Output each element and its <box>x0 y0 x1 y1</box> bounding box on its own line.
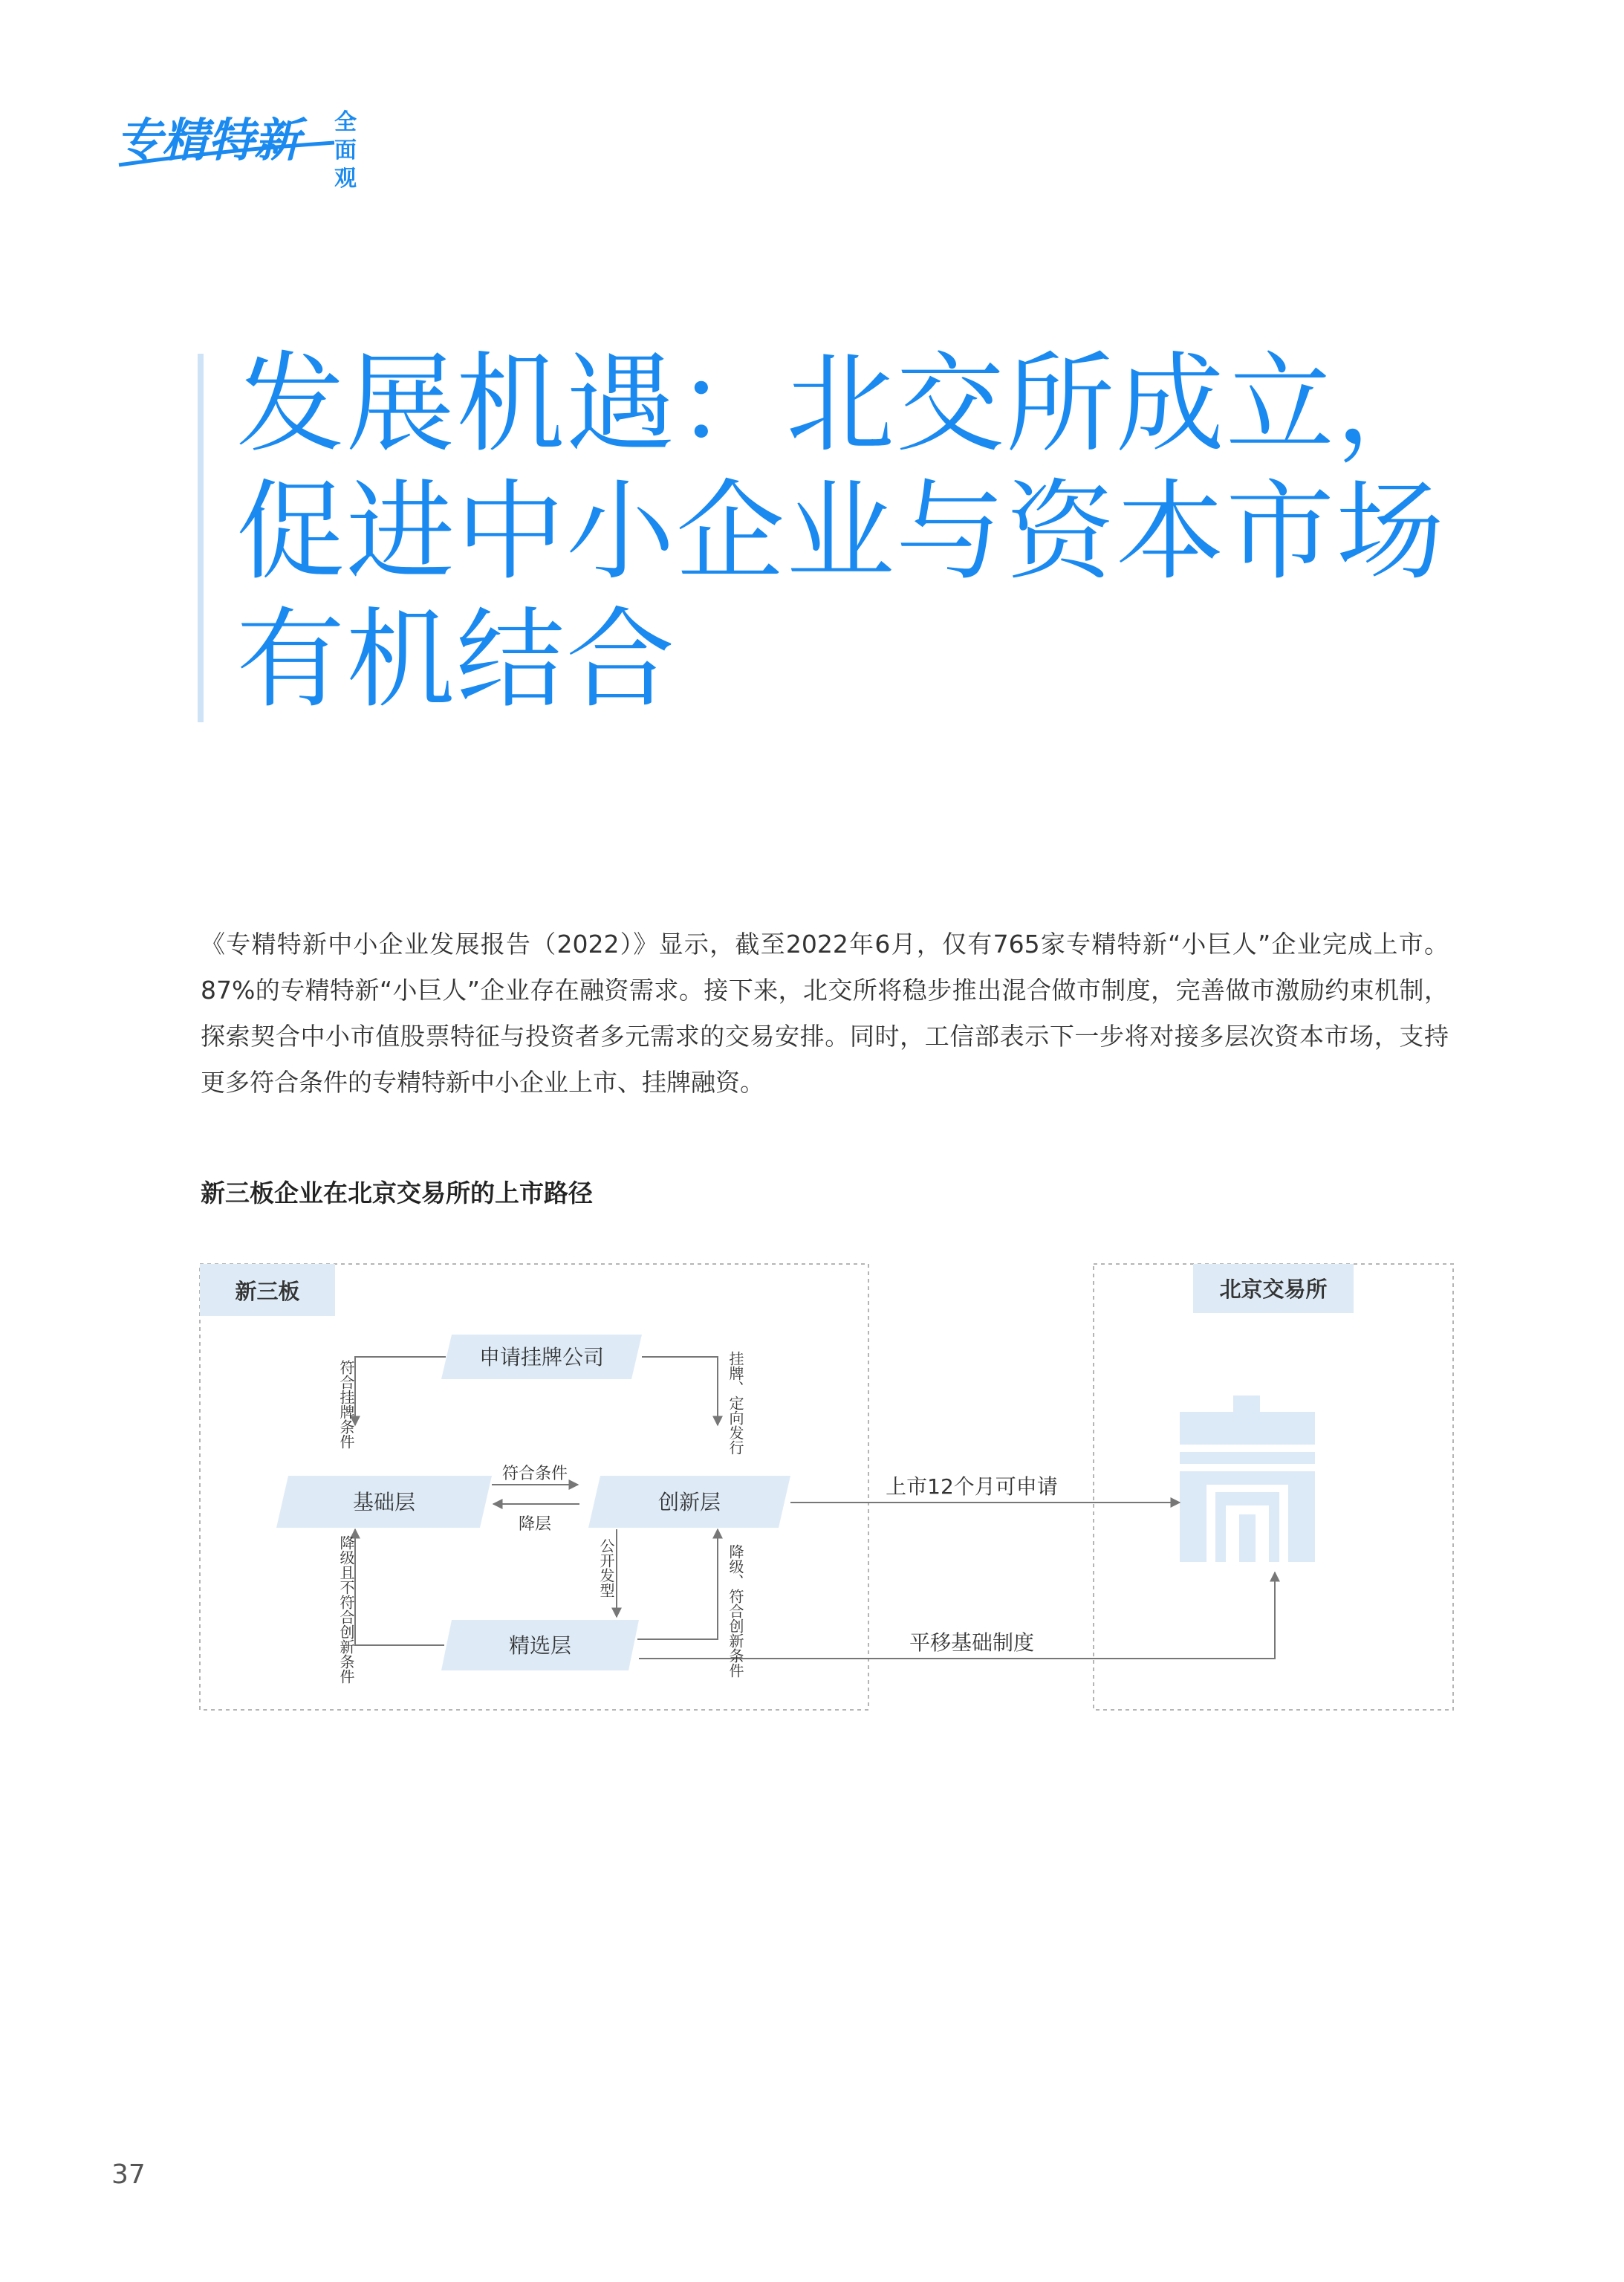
right-panel-border <box>1094 1264 1453 1710</box>
logo-graphic <box>111 98 364 202</box>
label-select-to-bse: 平移基础制度 <box>909 1630 1035 1655</box>
arrow-apply-to-innovation <box>642 1357 718 1425</box>
node-base: 基础层 <box>352 1490 416 1514</box>
arrow-apply-to-base <box>355 1357 446 1425</box>
node-innovation: 创新层 <box>657 1490 721 1514</box>
body-paragraph: 《专精特新中小企业发展报告（2022）》显示，截至2022年6月，仅有765家专精特新“小巨人”企业完成上市。87%的专精特新“小巨人”企业存在融资需求。接下来，北交所将稳步推出混合做市制度，完善做市激励约束机制，探索契合中小市值股票特征与投资者多元需求的交易安排。同时，工信部表示下一步将对接多层次资本市场，支持更多符合条件的专精特新中小企业上市、挂牌融资。 <box>201 930 1449 1097</box>
title-line-3: 有机结合 <box>236 597 676 723</box>
node-select: 精选层 <box>508 1633 572 1658</box>
label-select-to-base: 降级且不符合创新条件 <box>337 1535 355 1684</box>
arrow-select-to-innovation <box>637 1529 718 1639</box>
label-apply-to-innovation: 挂牌、定向发行 <box>727 1351 744 1455</box>
page-number: 37 <box>111 2159 146 2190</box>
exchange-building-icon <box>1180 1396 1315 1562</box>
right-panel-label: 北京交易所 <box>1219 1277 1328 1302</box>
label-innovation-to-base: 降层 <box>518 1515 552 1534</box>
left-panel-label: 新三板 <box>235 1279 300 1304</box>
logo-side-1: 全 <box>334 109 357 135</box>
logo-side-2: 面 <box>334 137 357 163</box>
listing-path-diagram <box>199 1263 1455 1714</box>
report-logo <box>111 98 364 202</box>
logo-main-text: 专精特新 <box>116 113 301 167</box>
title-accent-bar <box>198 354 204 722</box>
figure-caption: 新三板企业在北京交易所的上市路径 <box>201 1179 593 1208</box>
title-line-2: 促进中小企业与资本市场 <box>236 469 1446 595</box>
label-innovation-to-select: 公开发型 <box>597 1538 615 1598</box>
label-apply-to-base: 符合挂牌条件 <box>337 1360 355 1449</box>
node-apply: 申请挂牌公司 <box>478 1345 605 1369</box>
label-base-to-innovation: 符合条件 <box>501 1465 568 1483</box>
title-line-1: 发展机遇：北交所成立， <box>236 341 1446 467</box>
page-title <box>236 340 1446 724</box>
arrow-select-to-base <box>355 1529 444 1645</box>
label-select-to-innovation: 降级、符合创新条件 <box>727 1544 744 1678</box>
diagram-svg <box>199 1263 1455 1714</box>
logo-side-3: 观 <box>334 166 357 192</box>
label-innovation-to-bse: 上市12个月可申请 <box>886 1474 1058 1499</box>
